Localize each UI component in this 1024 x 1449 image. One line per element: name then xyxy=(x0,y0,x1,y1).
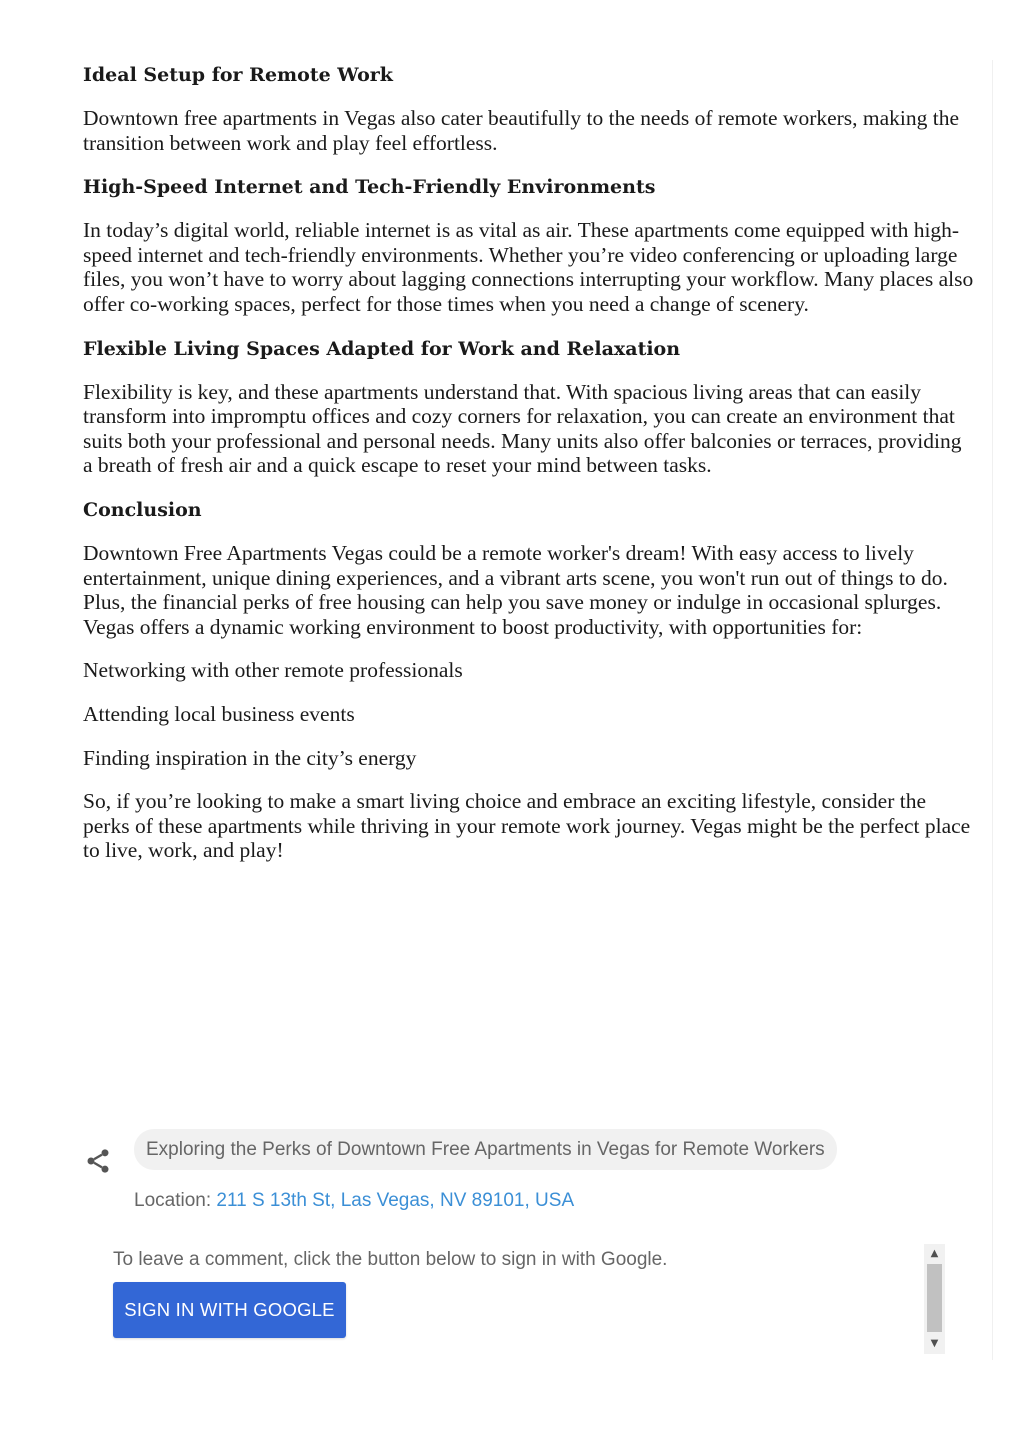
section-paragraph: Flexibility is key, and these apartments understand that. With spacious living areas that can easily transform into impromptu offices and cozy corners for relaxation, you can create an environment that suits both your professional and personal needs. Many units also offer balconies or terraces, providing a breath of fresh air and a quick escape to reset your mind between tasks. xyxy=(83,379,962,478)
list-item: Finding inspiration in the city’s energy xyxy=(83,745,417,770)
section-paragraph: So, if you’re looking to make a smart living choice and embrace an exciting lifestyle, consider the perks of these apartments while thriving in your remote work journey. Vegas might be the perfect place to live, work, and play! xyxy=(83,789,971,863)
list-item: Networking with other remote professionals xyxy=(83,658,463,683)
section-heading: High-Speed Internet and Tech-Friendly Environments xyxy=(83,176,656,199)
list-item: Attending local business events xyxy=(83,701,355,726)
page-edge-divider xyxy=(992,60,993,1360)
comment-scrollbar[interactable] xyxy=(924,1244,945,1354)
section-heading: Conclusion xyxy=(83,498,202,521)
post-location xyxy=(134,1188,574,1214)
location-link[interactable]: 211 S 13th St, Las Vegas, NV 89101, USA xyxy=(216,1190,575,1211)
location-label: Location: xyxy=(134,1190,212,1211)
section-paragraph: Downtown Free Apartments Vegas could be a remote worker's dream! With easy access to lively entertainment, unique dining experiences, and a vibrant arts scene, you won't run out of things to do. Plus, the financial perks of free housing can help you save money or indulge in occasional splurges. Vegas offers a dynamic working environment to boost productivity, with opportunities for: xyxy=(83,540,948,639)
comment-prompt: To leave a comment, click the button below to sign in with Google. xyxy=(113,1249,668,1270)
comment-section xyxy=(113,1244,945,1354)
section-paragraph: In today’s digital world, reliable internet is as vital as air. These apartments come equipped with high-speed internet and tech-friendly environments. Whether you’re video conferencing or uploading large files, you won’t have to worry about lagging connections interrupting your workflow. Many places also offer co-working spaces, perfect for those times when you need a change of scenery. xyxy=(83,218,974,316)
section-heading: Flexible Living Spaces Adapted for Work and Relaxation xyxy=(83,337,681,360)
section-paragraph: Downtown free apartments in Vegas also cater beautifully to the needs of remote workers, making the transition between work and play feel effortless. xyxy=(83,106,960,155)
scroll-thumb[interactable] xyxy=(927,1264,942,1332)
article-body xyxy=(83,62,975,882)
scroll-down-arrow-icon[interactable]: ▼ xyxy=(930,1338,939,1349)
scroll-up-arrow-icon[interactable]: ▲ xyxy=(930,1248,939,1259)
section-heading: Ideal Setup for Remote Work xyxy=(83,64,393,86)
post-title-pill: Exploring the Perks of Downtown Free Apartments in Vegas for Remote Workers xyxy=(134,1129,837,1170)
share-icon[interactable] xyxy=(84,1147,112,1175)
sign-in-with-google-button[interactable]: SIGN IN WITH GOOGLE xyxy=(113,1282,346,1338)
